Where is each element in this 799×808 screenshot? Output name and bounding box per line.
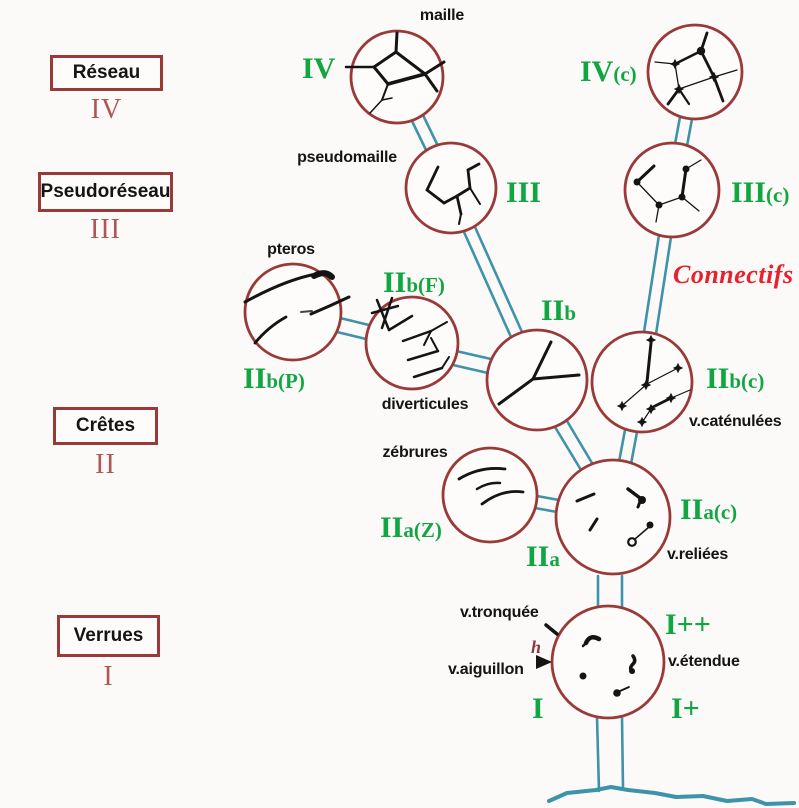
circle-zebrures xyxy=(443,448,537,542)
code-iib-c-sub: b(c) xyxy=(729,369,765,393)
code-iib-p xyxy=(243,364,305,394)
code-iii-c-sub: (c) xyxy=(766,183,790,207)
label-h: h xyxy=(531,637,542,657)
code-iia-z-sub: a(Z) xyxy=(403,518,442,542)
code-iii-c-main: III xyxy=(731,176,767,209)
code-i-pp-main: I++ xyxy=(665,608,711,641)
label-maille: maille xyxy=(419,7,465,24)
connector-iia-i xyxy=(598,576,622,608)
legend-numeral-cretes: II xyxy=(95,449,116,480)
code-iia-sub: a xyxy=(549,547,560,571)
code-iib-main: II xyxy=(541,294,565,327)
label-v-etendue: v.étendue xyxy=(668,653,740,670)
code-i-plus-main: I+ xyxy=(671,692,700,725)
label-diverticules: diverticules xyxy=(381,396,469,413)
connector-iiic-iibc xyxy=(644,235,671,334)
code-iv-c-sub: (c) xyxy=(613,62,637,86)
circle-i xyxy=(552,606,664,718)
connector-iib-iia xyxy=(555,421,592,470)
code-iia-c-main: II xyxy=(680,493,704,526)
code-iia-c-sub: a(c) xyxy=(703,500,738,524)
legend-label-verrues: Verrues xyxy=(73,625,144,646)
legend-label-reseau: Réseau xyxy=(72,62,141,83)
label-zebrures: zébrures xyxy=(382,444,448,461)
code-iia-main: II xyxy=(526,540,550,573)
connector-ivc-iiic xyxy=(675,117,692,146)
code-iv-c-main: IV xyxy=(580,55,614,88)
code-iv xyxy=(302,54,335,84)
code-iib-f xyxy=(383,268,445,298)
connector-iib-diverticules xyxy=(453,351,491,373)
circle-pseudomaille xyxy=(406,143,496,233)
legend-box-pseudoreseau xyxy=(38,172,173,212)
code-iib-f-main: II xyxy=(383,266,407,299)
code-iv-c xyxy=(580,57,637,87)
code-iia xyxy=(526,542,560,572)
label-v-catenulees: v.caténulées xyxy=(689,413,782,430)
legend-box-cretes xyxy=(53,407,158,445)
code-iib-f-sub: b(F) xyxy=(406,273,445,297)
legend-label-cretes: Crêtes xyxy=(75,415,136,436)
label-pteros: pteros xyxy=(267,241,315,258)
label-connectifs: Connectifs xyxy=(673,260,794,289)
code-iib-c-main: II xyxy=(706,362,730,395)
code-iia-z-main: II xyxy=(380,511,404,544)
code-iib-c xyxy=(706,364,764,394)
connector-pseudomaille-iib xyxy=(464,227,522,337)
connector-iibc-iia xyxy=(619,430,637,464)
legend-numeral-verrues: I xyxy=(103,661,114,692)
legend-label-pseudoreseau: Pseudoréseau xyxy=(40,181,171,202)
label-v-aiguillon: v.aiguillon xyxy=(448,661,524,678)
legend-box-reseau xyxy=(50,55,163,91)
connector-diverticules-pteros xyxy=(337,318,369,339)
label-pseudomaille: pseudomaille xyxy=(297,149,397,166)
code-iv-main: IV xyxy=(302,52,336,85)
legend-numeral-pseudoreseau: III xyxy=(90,214,121,245)
code-i-main: I xyxy=(532,692,544,725)
code-iib-p-sub: b(P) xyxy=(266,369,305,393)
code-iib xyxy=(541,296,576,326)
code-iib-sub: b xyxy=(564,301,577,325)
legend-box-verrues xyxy=(57,615,160,657)
circle-pteros xyxy=(245,264,341,360)
label-v-tronquee: v.tronquée xyxy=(460,604,539,621)
code-iia-z xyxy=(380,513,442,543)
code-iii-main: III xyxy=(506,176,542,209)
code-iia-c xyxy=(680,495,737,525)
code-iib-p-main: II xyxy=(243,362,267,395)
legend-numeral-reseau: IV xyxy=(90,94,123,125)
label-v-reliees: v.reliées xyxy=(667,546,729,563)
code-iii xyxy=(506,178,541,208)
code-i-plus xyxy=(671,694,700,724)
code-i xyxy=(532,694,544,724)
connector-i-ground xyxy=(597,717,623,791)
circle-iv-c xyxy=(648,25,742,119)
ground-line xyxy=(549,787,794,804)
v-tronquee-tick xyxy=(546,625,557,634)
circle-iii-c xyxy=(625,143,719,237)
circle-iia xyxy=(556,460,670,574)
code-i-pp xyxy=(665,610,711,640)
code-iii-c xyxy=(731,178,789,208)
